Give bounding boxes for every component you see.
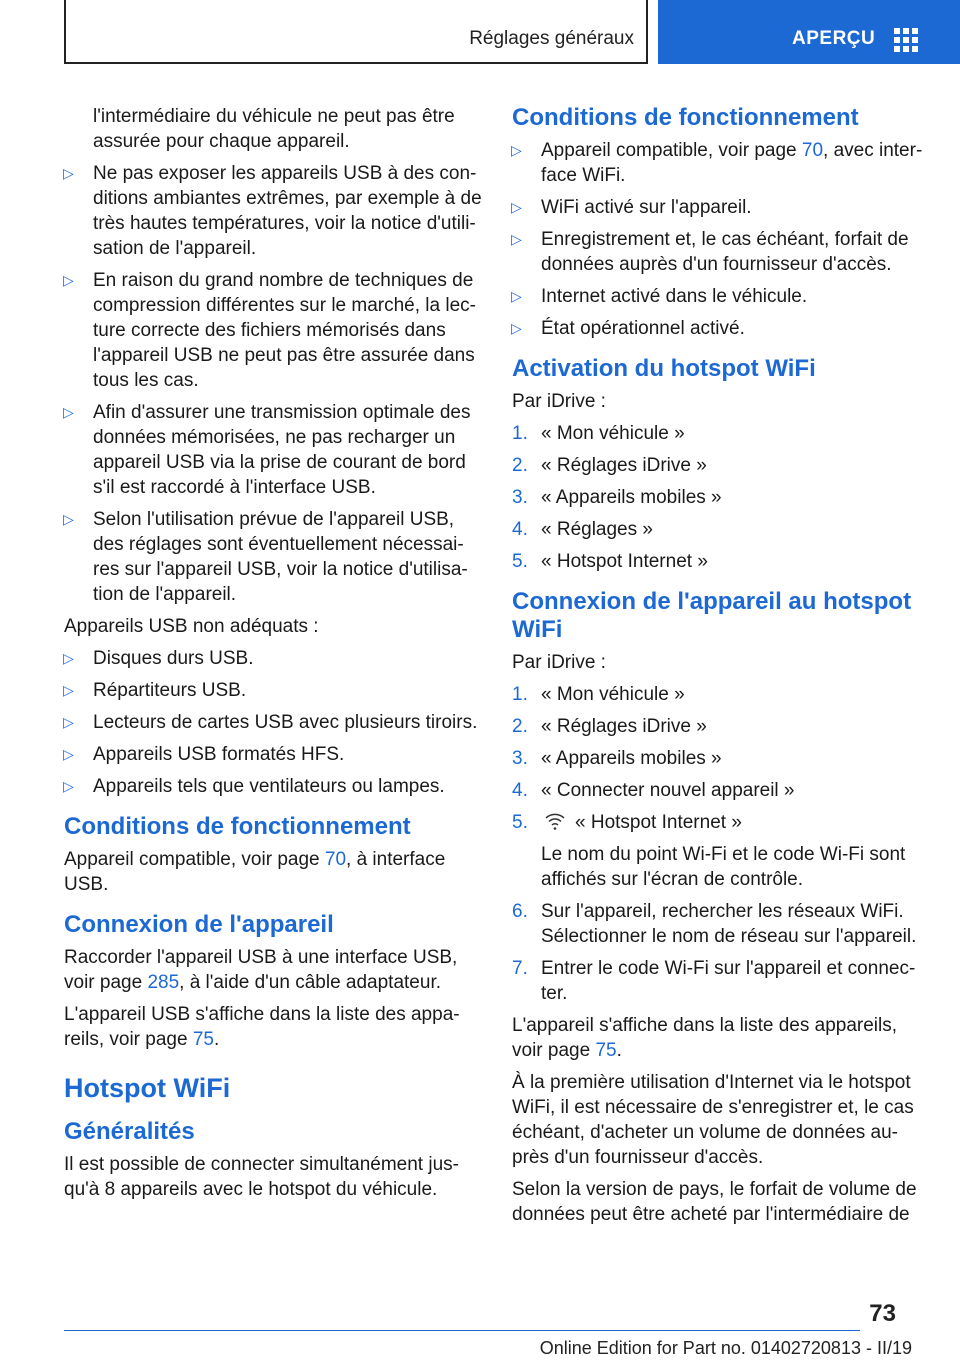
page-link[interactable]: 75	[192, 1029, 214, 1050]
connection-text: Raccorder l'appareil USB à une interface USB, voir page 285, à l'aide d'un câble adaptateur.	[64, 947, 458, 993]
left-column	[64, 104, 484, 1209]
paragraph: Selon la version de pays, le forfait de volume de données peut être acheté par l'intermédiaire de	[512, 1179, 917, 1225]
step-item: 7. Entrer le code Wi-Fi sur l'appareil et connec‐ter.	[512, 958, 916, 1004]
list-item: ▷ Enregistrement et, le cas échéant, forfait de données auprès d'un fournisseur d'accès.	[511, 229, 909, 275]
page-link[interactable]: 75	[595, 1040, 617, 1061]
step-item: 2. « Réglages iDrive »	[512, 455, 707, 476]
step-item: 4. « Réglages »	[512, 519, 653, 540]
triangle-bullet-icon: ▷	[63, 714, 74, 730]
continuation-text: l'intermédiaire du véhicule ne peut pas être assurée pour chaque appareil.	[93, 106, 455, 152]
list-item: ▷ Ne pas exposer les appareils USB à des con‐ditions ambiantes extrêmes, par exemple à de très hautes températures, voir la notice d'utili‐sation de l'appareil.	[63, 163, 482, 259]
triangle-bullet-icon: ▷	[511, 199, 522, 215]
page-link[interactable]: 70	[324, 849, 347, 870]
triangle-bullet-icon: ▷	[63, 746, 74, 762]
right-column	[512, 104, 926, 1234]
list-item: ▷ Lecteurs de cartes USB avec plusieurs tiroirs.	[63, 712, 478, 733]
step-item: 5. « Hotspot Internet » Le nom du point Wi-Fi et le code Wi-Fi sont affichés sur l'écran de contrôle.	[512, 810, 926, 892]
page-link[interactable]: 285	[147, 972, 180, 993]
step-note: Le nom du point Wi-Fi et le code Wi-Fi sont affichés sur l'écran de contrôle.	[541, 844, 906, 890]
step-item: 1. « Mon véhicule »	[512, 423, 685, 444]
triangle-bullet-icon: ▷	[63, 511, 74, 527]
header-section-title: Réglages généraux	[469, 28, 634, 49]
triangle-bullet-icon: ▷	[63, 404, 74, 420]
list-item: ▷ Afin d'assurer une transmission optimale des données mémorisées, ne pas recharger un appareil USB via la prise de courant de bord s'il est raccordé à l'interface USB.	[63, 402, 471, 498]
footer-divider	[64, 1330, 860, 1331]
list-item: ▷ Répartiteurs USB.	[63, 680, 247, 701]
unsuitable-intro: Appareils USB non adéquats :	[64, 616, 319, 637]
page-number: 73	[869, 1300, 896, 1327]
grid-icon	[894, 28, 918, 52]
list-item: ▷ État opérationnel activé.	[511, 318, 745, 339]
triangle-bullet-icon: ▷	[63, 682, 74, 698]
triangle-bullet-icon: ▷	[63, 650, 74, 666]
triangle-bullet-icon: ▷	[63, 272, 74, 288]
list-item: ▷ Disques durs USB.	[63, 648, 254, 669]
triangle-bullet-icon: ▷	[511, 142, 522, 158]
triangle-bullet-icon: ▷	[511, 320, 522, 336]
list-item: ▷ Appareils USB formatés HFS.	[63, 744, 345, 765]
overview-button[interactable]	[658, 0, 960, 64]
footer-edition: Online Edition for Part no. 01402720813 - II/19	[539, 1338, 912, 1358]
step-item: 3. « Appareils mobiles »	[512, 487, 722, 508]
triangle-bullet-icon: ▷	[511, 231, 522, 247]
section-heading-connection: Connexion de l'appareil	[64, 911, 334, 938]
general-text: Il est possible de connecter simultanément jus‐qu'à 8 appareils avec le hotspot du véhicule.	[64, 1154, 459, 1200]
idrive-label: Par iDrive :	[512, 652, 606, 673]
section-heading-hotspot-connection: Connexion de l'appareil au hotspot WiFi	[512, 588, 912, 643]
section-heading-general: Généralités	[64, 1118, 195, 1145]
step-item: 3. « Appareils mobiles »	[512, 748, 722, 769]
step-item: 5. « Hotspot Internet »	[512, 551, 708, 572]
section-heading-conditions: Conditions de fonctionnement	[64, 813, 411, 840]
wifi-icon	[545, 811, 565, 831]
step-item: 4. « Connecter nouvel appareil »	[512, 780, 795, 801]
list-item: ▷ Selon l'utilisation prévue de l'appareil USB, des réglages sont éventuellement nécessai‐res sur l'appareil USB, voir la notice d'utilisa‐tion de l'appareil.	[63, 509, 468, 605]
overview-label: APERÇU	[792, 28, 876, 49]
device-list-text: L'appareil USB s'affiche dans la liste des appa‐reils, voir page 75.	[64, 1004, 460, 1050]
triangle-bullet-icon: ▷	[63, 165, 74, 181]
step-item: 6. Sur l'appareil, rechercher les réseaux WiFi. Sélectionner le nom de réseau sur l'appareil.	[512, 901, 917, 947]
step-item: 2. « Réglages iDrive »	[512, 716, 707, 737]
list-item: ▷ Appareils tels que ventilateurs ou lampes.	[63, 776, 445, 797]
section-heading-activation: Activation du hotspot WiFi	[512, 355, 816, 382]
triangle-bullet-icon: ▷	[63, 778, 74, 794]
list-item: ▷ Appareil compatible, voir page 70, avec inter‐face WiFi.	[511, 140, 923, 186]
page-link[interactable]: 70	[801, 140, 824, 161]
list-item: ▷ En raison du grand nombre de techniques de compression différentes sur le marché, la lec‐ture correcte des fichiers mémorisés dans l'appareil USB ne peut pas être assurée dans tous les cas.	[63, 270, 476, 391]
conditions-text: Appareil compatible, voir page 70, à interface USB.	[64, 849, 446, 895]
paragraph: À la première utilisation d'Internet via le hotspot WiFi, il est nécessaire de s'enregistrer et, le cas échéant, d'acheter un volume de données au‐près d'un fournisseur d'accès.	[512, 1072, 914, 1168]
chapter-heading-hotspot: Hotspot WiFi	[64, 1073, 231, 1103]
list-item: ▷ Internet activé dans le véhicule.	[511, 286, 808, 307]
list-item: ▷ WiFi activé sur l'appareil.	[511, 197, 752, 218]
device-list-text: L'appareil s'affiche dans la liste des appareils, voir page 75.	[512, 1015, 898, 1061]
section-heading-conditions-wifi: Conditions de fonctionnement	[512, 104, 859, 131]
header-section-box	[64, 0, 648, 64]
idrive-label: Par iDrive :	[512, 391, 606, 412]
triangle-bullet-icon: ▷	[511, 288, 522, 304]
step-item: 1. « Mon véhicule »	[512, 684, 685, 705]
